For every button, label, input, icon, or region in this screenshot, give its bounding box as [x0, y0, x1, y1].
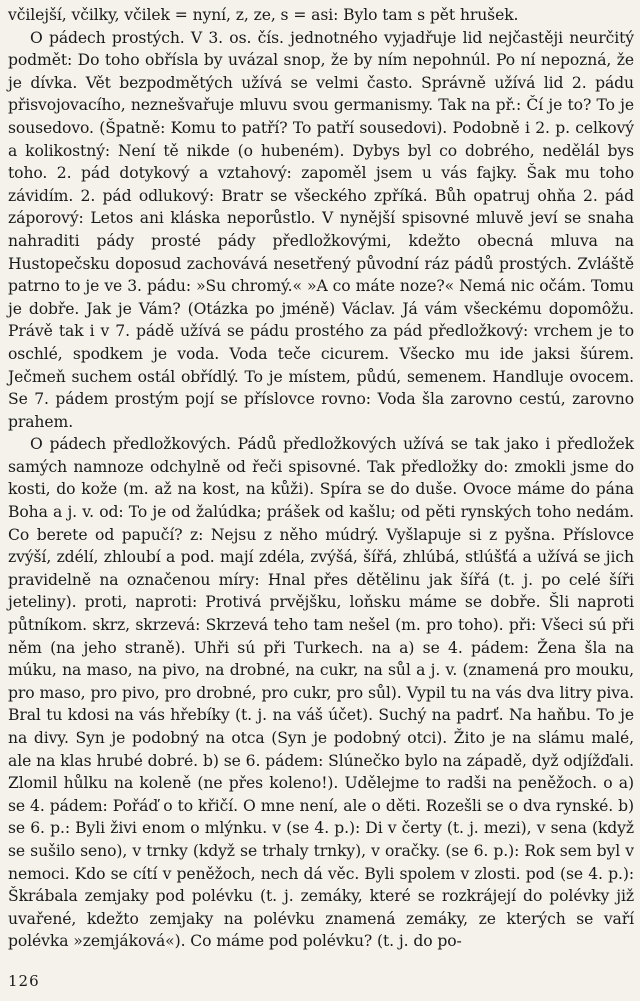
paragraph-2: O pádech prostých. V 3. os. čís. jednotného vyjadřuje lid nejčastěji neurčitý podmět: Do toho obřísla by uvázal snop, že by ním nepohnúl. Po ní nepozná, že je dívka. Vět bezpodmětých užívá se velmi často. Správně užívá lid 2. pádu přisvojovacího, neznešvařuje mluvu svou germanismy. Tak na př.: Čí je to? To je sousedovo. (Špatně: Komu to patří? To patří sousedovi). Podobně i 2. p. celkový a kolikostný: Není tě nikde (o hubeném). Dybys byl co dobrého, nedělál bys toho. 2. pád dotykový a vztahový: zapoměl jsem u vás fajky. Šak mu toho závidím. 2. pád odlukový: Bratr se všeckého zpříká. Bůh opatruj ohňa 2. pád záporový: Letos ani kláska neporůstlo. V nynější spisovné mluvě jeví se snaha nahraditi pády prosté pády předložkovými, kdežto obecná mluva na Hustopečsku doposud zachovává nesetřený původní ráz pádů prostých. Zvláště patrno to je ve 3. pádu: »Su chromý.« »A co máte noze?« Nemá nic očám. Tomu je dobře. Jak je Vám? (Otázka po jméně) Václav. Já vám všeckému dopomôžu. Právě tak i v 7. pádě užívá se pádu prostého za pád předložkový: vrchem je to oschlé, spodkem je voda. Voda teče cicurem. Všecko mu ide jaksi šúrem. Ječmeň suchem ostál obřídlý. To je místem, půdú, semenem. Handluje ovocem. Se 7. pádem prostým pojí se příslovce rovno: Voda šla zarovno cestú, zarovno prahem. — [8, 28, 634, 431]
paragraph-3: O pádech předložkových. Pádů předložkových užívá se tak jako i předložek samých namnoze odchylně od řeči spisovné. Tak předložky do: zmokli jsme do kosti, do kože (m. až na kost, na kůži). Spíra se do duše. Ovoce máme do pána Boha a j. v. od: To je od žalúdka; prášek od kašlu; od pěti rynských toho nedám. Co berete od papučí? z: Nejsu z něho múdrý. Vyšlapuje si z pyšna. Příslovce zvýší, zdélí, zhloubí a pod. mají zdéla, zvýšá, šířá, zhlúbá, stlúšťá a užívá se jich pravidelně na označenou míry: Hnal přes dětělinu jak šířá (t. j. po celé šíři jeteliny). proti, naproti: Protivá prvějšku, loňsku máme se dobře. Šli naproti půtníkom. skrz, skrzevá: Skrzevá teho tam nešel (m. pro toho). při: Všeci sú při něm (na jeho straně). Uhři sú při Turkech. na a) se 4. pádem: Žena šla na múku, na maso, na pivo, na drobné, na cukr, na sůl a j. v. (znamená pro mouku, pro maso, pro pivo, pro drobné, pro cukr, pro sůl). Vypil tu na vás dva litry piva. Bral tu kdosi na vás hřebíky (t. j. na váš účet). Suchý na padrť. Na haňbu. To je na divy. Syn je podobný na otca (Syn je podobný otci). Žito je na slámu malé, ale na klas hrubé dobré. b) se 6. pádem: Slúnečko bylo na západě, dyž odjížďali. Zlomil hůlku na koleně (ne přes koleno!). Udělejme to radši na peněžoch. o a) se 4. pádem: Pořáď o to křičí. O mne není, ale o děti. Rozešli se o dva rynské. b) se 6. p.: Byli živi enom o mlýnku. v (se 4. p.): Di v čerty (t. j. mezi), v sena (když se sušilo seno), v trnky (když se trhaly trnky), v oračky. (se 6. p.): Rok sem byl v nemoci. Kdo se cítí v peněžoch, nech dá věc. Byli spolem v zlosti. pod (se 4. p.): Škrábala zemjaky pod polévku (t. j. zemáky, které se rozkrájejí do polévky již uvařené, kdežto zemjaky na polévku znamená zemáky, ze kterých se vaří polévka »zemjáková«). Co máme pod polévku? (t. j. do po- — [8, 435, 634, 951]
page-number: 126 — [8, 972, 40, 990]
paragraph-1: včilejší, včilky, včilek = nyní, z, ze, s = asi: Bylo tam s pět hrušek. — [8, 6, 519, 24]
body-text — [8, 4, 634, 953]
